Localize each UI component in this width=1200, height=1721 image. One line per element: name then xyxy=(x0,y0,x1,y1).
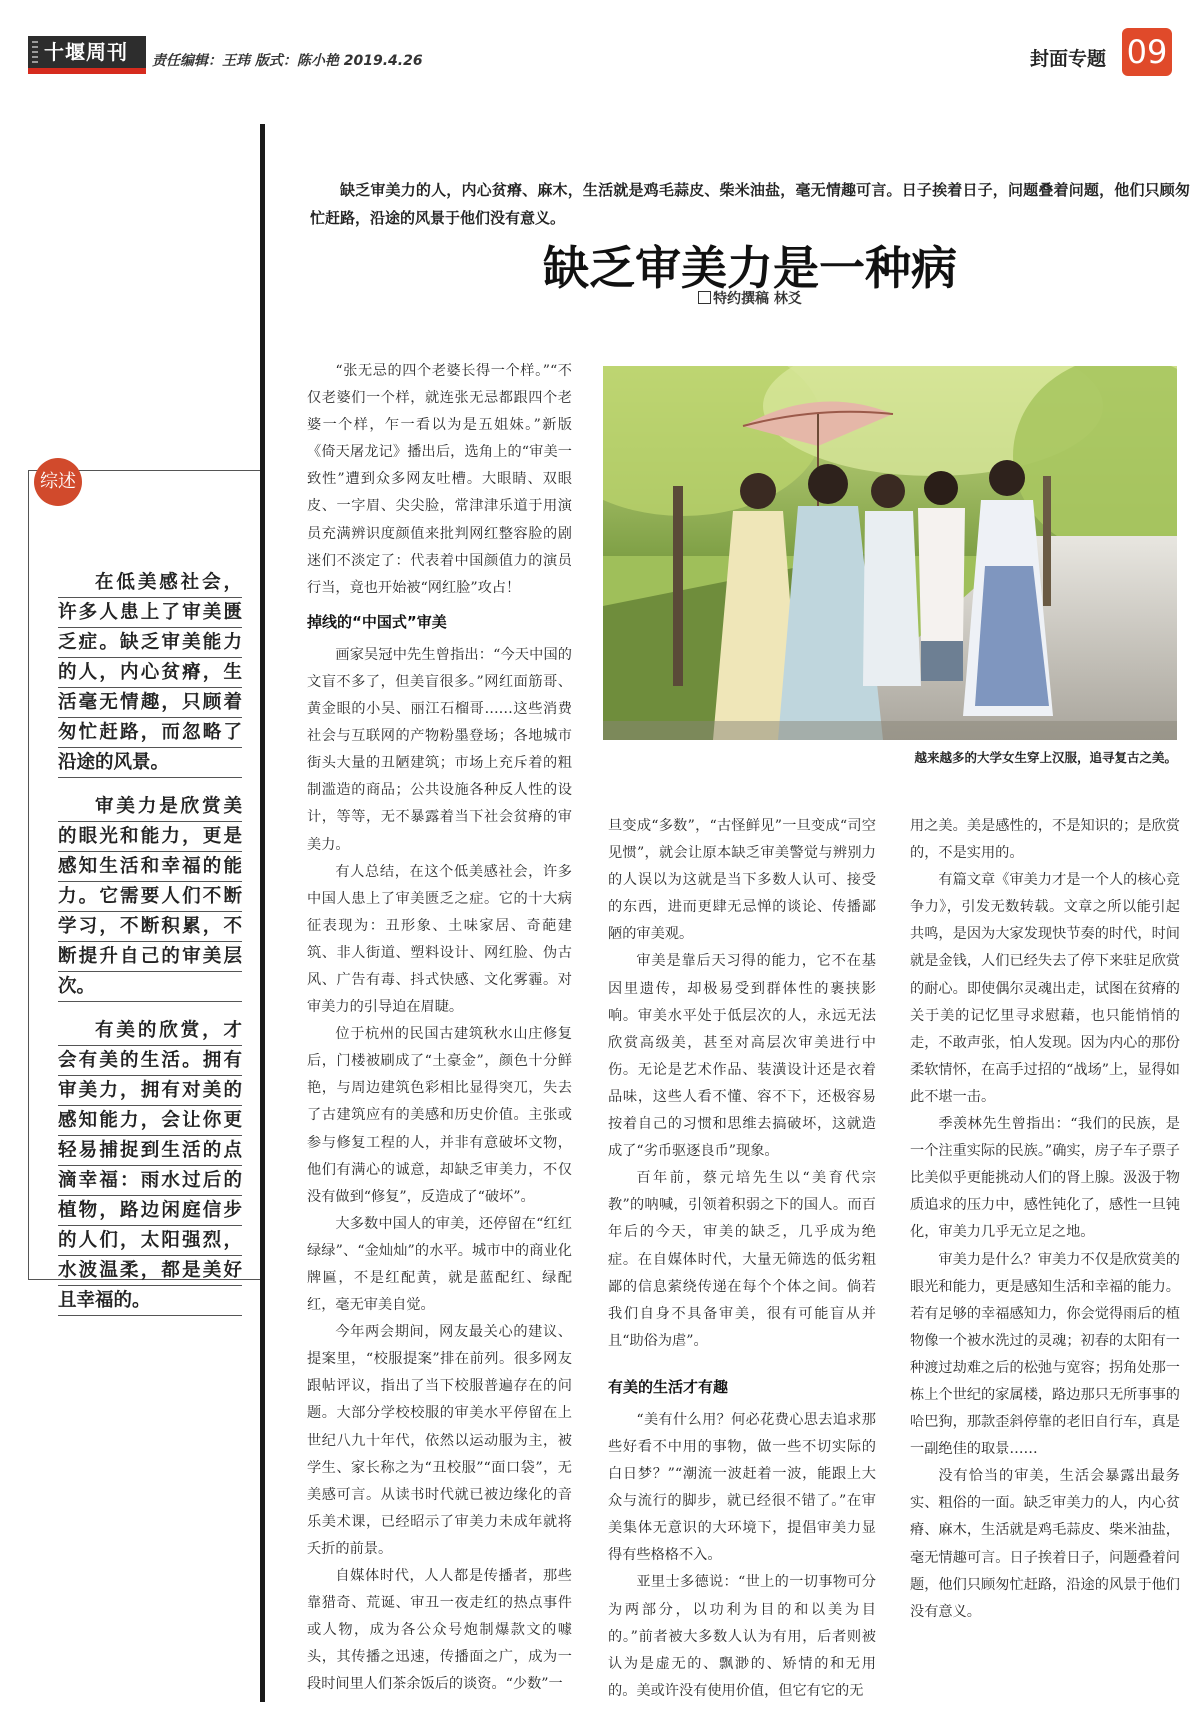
article-title: 缺乏审美力是一种病 xyxy=(543,241,957,295)
editor-credits: 责任编辑：王玮 版式：陈小艳 2019.4.26 xyxy=(152,53,423,69)
body-paragraph: 百年前，蔡元培先生以“美育代宗教”的呐喊，引领着积弱之下的国人。而百年后的今天，审美的缺乏，几乎成为绝症。在自媒体时代，大量无筛选的低劣粗鄙的信息萦绕传递在每个个体之间。倘若我们自身不具备审美，很有可能盲从并且“助俗为虐”。 xyxy=(608,1170,876,1349)
body-paragraph: 审美力是什么？审美力不仅是欣赏美的眼光和能力，更是感知生活和幸福的能力。若有足够的幸福感知力，你会觉得雨后的植物像一个被水洗过的灵魂；初春的太阳有一种渡过劫难之后的松弛与宽容；拐角处那一栋上个世纪的家属楼，路边那只无所事事的哈巴狗，那款歪斜停靠的老旧自行车，真是一副绝佳的取景…… xyxy=(910,1251,1180,1458)
article-lead: 缺乏审美力的人，内心贫瘠、麻木，生活就是鸡毛蒜皮、柴米油盐，毫无情趣可言。日子挨着日子，问题叠着问题，他们只顾匆忙赶路，沿途的风景于他们没有意义。 xyxy=(310,181,1190,227)
body-paragraph: 位于杭州的民国古建筑秋水山庄修复后，门楼被刷成了“土豪金”，颜色十分鲜艳，与周边建筑色彩相比显得突兀，失去了古建筑应有的美感和历史价值。主张或参与修复工程的人，并非有意破坏文物，他们有满心的诚意，却缺乏审美力，不仅没有做到“修复”，反造成了“破坏”。 xyxy=(307,1026,572,1205)
section-label: 封面专题 xyxy=(1030,48,1107,70)
body-paragraph: “张无忌的四个老婆长得一个样。”“不仅老婆们一个样，就连张无忌都跟四个老婆一个样，乍一看以为是五姐妹。”新版《倚天屠龙记》播出后，选角上的“审美一致性”遭到众多网友吐槽。大眼睛、双眼皮、一字眉、尖尖脸，常津津乐道于用演员充满辨识度颜值来批判网红整容脸的剧迷们不淡定了：代表着中国颜值力的演员行当，竟也开始被“网红脸”攻占！ xyxy=(307,363,572,596)
masthead-red-stripe xyxy=(28,68,146,74)
body-paragraph: 季羡林先生曾指出：“我们的民族，是一个注重实际的民族。”确实，房子车子票子比美似乎更能挑动人们的肾上腺。汲汲于物质追求的压力中，感性钝化了，感性一旦钝化，审美力几乎无立足之地。 xyxy=(910,1116,1180,1241)
article-byline xyxy=(310,288,1190,308)
masthead-dots-decoration xyxy=(32,41,38,63)
sidebar-paragraph: 在低美感社会，许多人患上了审美匮乏症。缺乏审美能力的人，内心贫瘠，生活毫无情趣，只顾着匆忙赶路，而忽略了沿途的风景。 xyxy=(58,568,242,778)
section-heading: 掉线的“中国式”审美 xyxy=(307,612,447,631)
section-heading: 有美的生活才有趣 xyxy=(608,1377,729,1396)
body-paragraph: 用之美。美是感性的，不是知识的；是欣赏的，不是实用的。 xyxy=(910,818,1180,862)
body-paragraph: 大多数中国人的审美，还停留在“红红绿绿”、“金灿灿”的水平。城市中的商业化牌匾，不是红配黄，就是蓝配红、绿配红，毫无审美自觉。 xyxy=(307,1215,572,1314)
sidebar-frame-left xyxy=(28,470,29,1280)
hanfu-students-photo xyxy=(603,366,1177,740)
photo-caption: 越来越多的大学女生穿上汉服，追寻复古之美。 xyxy=(914,750,1177,765)
byline-box-icon xyxy=(698,291,711,304)
summary-sidebar xyxy=(58,568,242,1330)
sidebar-paragraph: 有美的欣赏，才会有美的生活。拥有审美力，拥有对美的感知能力，会让你更轻易捕捉到生活的点滴幸福：雨水过后的植物，路边闲庭信步的人们，太阳强烈，水波温柔，都是美好且幸福的。 xyxy=(58,1016,242,1316)
body-paragraph: 画家吴冠中先生曾指出：“今天中国的文盲不多了，但美盲很多。”网红面筋哥、黄金眼的小吴、丽江石榴哥……这些消费社会与互联网的产物粉墨登场；各地城市街头大量的丑陋建筑；市场上充斥着的粗制滥造的商品；公共设施各种反人性的设计，等等，无不暴露着当下社会贫瘠的审美力。 xyxy=(307,646,572,853)
article-column-2 xyxy=(608,813,876,1705)
masthead-title: 十堰周刊 xyxy=(44,40,128,64)
body-paragraph: 自媒体时代，人人都是传播者，那些靠猎奇、荒诞、审丑一夜走红的热点事件或人物，成为各公众号炮制爆款文的噱头，其传播之迅速，传播面之广，成为一段时间里人们茶余饭后的谈资。“少数”一 xyxy=(307,1568,572,1693)
article-column-3 xyxy=(910,813,1180,1626)
body-paragraph: “美有什么用？何必花费心思去追求那些好看不中用的事物，做一些不切实际的白日梦？”“潮流一波赶着一波，能跟上大众与流行的脚步，就已经很不错了。”在审美集体无意识的大环境下，提倡审美力显得有些格格不入。 xyxy=(608,1411,876,1564)
article-photo xyxy=(603,366,1177,740)
page-number: 09 xyxy=(1122,28,1172,76)
summary-badge: 综述 xyxy=(34,458,82,506)
body-paragraph: 有人总结，在这个低美感社会，许多中国人患上了审美匮乏之症。它的十大病征表现为：丑形象、土味家居、奇葩建筑、非人街道、塑料设计、网红脸、伪古风、广告有毒、抖式快感、文化雾霾。对审美力的引导迫在眉睫。 xyxy=(307,863,572,1016)
body-paragraph: 审美是靠后天习得的能力，它不在基因里遗传，却极易受到群体性的裹挟影响。审美水平处于低层次的人，永远无法欣赏高级美，甚至对高层次审美进行中伤。无论是艺术作品、装潢设计还是衣着品味，这些人看不懂、容不下，还极容易按着自己的习惯和思维去搞破坏，这就造成了“劣币驱逐良币”现象。 xyxy=(608,953,876,1160)
article-column-1 xyxy=(307,358,572,1699)
body-paragraph: 旦变成“多数”，“古怪鲜见”一旦变成“司空见惯”，就会让原本缺乏审美警觉与辨别力的人误以为这就是当下多数人认可、接受的东西，进而更肆无忌惮的谈论、传播鄙陋的审美观。 xyxy=(608,818,876,943)
sidebar-paragraph: 审美力是欣赏美的眼光和能力，更是感知生活和幸福的能力。它需要人们不断学习，不断积累，不断提升自己的审美层次。 xyxy=(58,792,242,1002)
body-paragraph: 没有恰当的审美，生活会暴露出最务实、粗俗的一面。缺乏审美力的人，内心贫瘠、麻木，生活就是鸡毛蒜皮、柴米油盐，毫无情趣可言。日子挨着日子，问题叠着问题，他们只顾匆忙赶路，沿途的风景于他们没有意义。 xyxy=(910,1468,1180,1620)
body-paragraph: 亚里士多德说：“世上的一切事物可分为两部分，以功利为目的和以美为目的。”前者被大多数人认为有用，后者则被认为是虚无的、飘渺的、矫情的和无用的。美或许没有使用价值，但它有它的无 xyxy=(608,1574,876,1699)
body-paragraph: 有篇文章《审美力才是一个人的核心竞争力》，引发无数转载。文章之所以能引起共鸣，是因为大家发现快节奏的时代，时间就是金钱，人们已经失去了停下来驻足欣赏的耐心。即使偶尔灵魂出走，试图在贫瘠的关于美的记忆里寻求慰藉，也只能悄悄的走，不敢声张，怕人发现。因为内心的那份柔软情怀，在高手过招的“战场”上，显得如此不堪一击。 xyxy=(910,872,1180,1105)
vertical-divider-rule xyxy=(260,124,265,1702)
body-paragraph: 今年两会期间，网友最关心的建议、提案里，“校服提案”排在前列。很多网友跟帖评议，指出了当下校服普遍存在的问题。大部分学校校服的审美水平停留在上世纪八九十年代，依然以运动服为主，被学生、家长称之为“丑校服”“面口袋”，无美感可言。从读书时代就已被边缘化的音乐美术课，已经昭示了审美力未成年就将夭折的前景。 xyxy=(307,1324,572,1557)
byline-text: 特约撰稿 林爻 xyxy=(713,291,802,307)
